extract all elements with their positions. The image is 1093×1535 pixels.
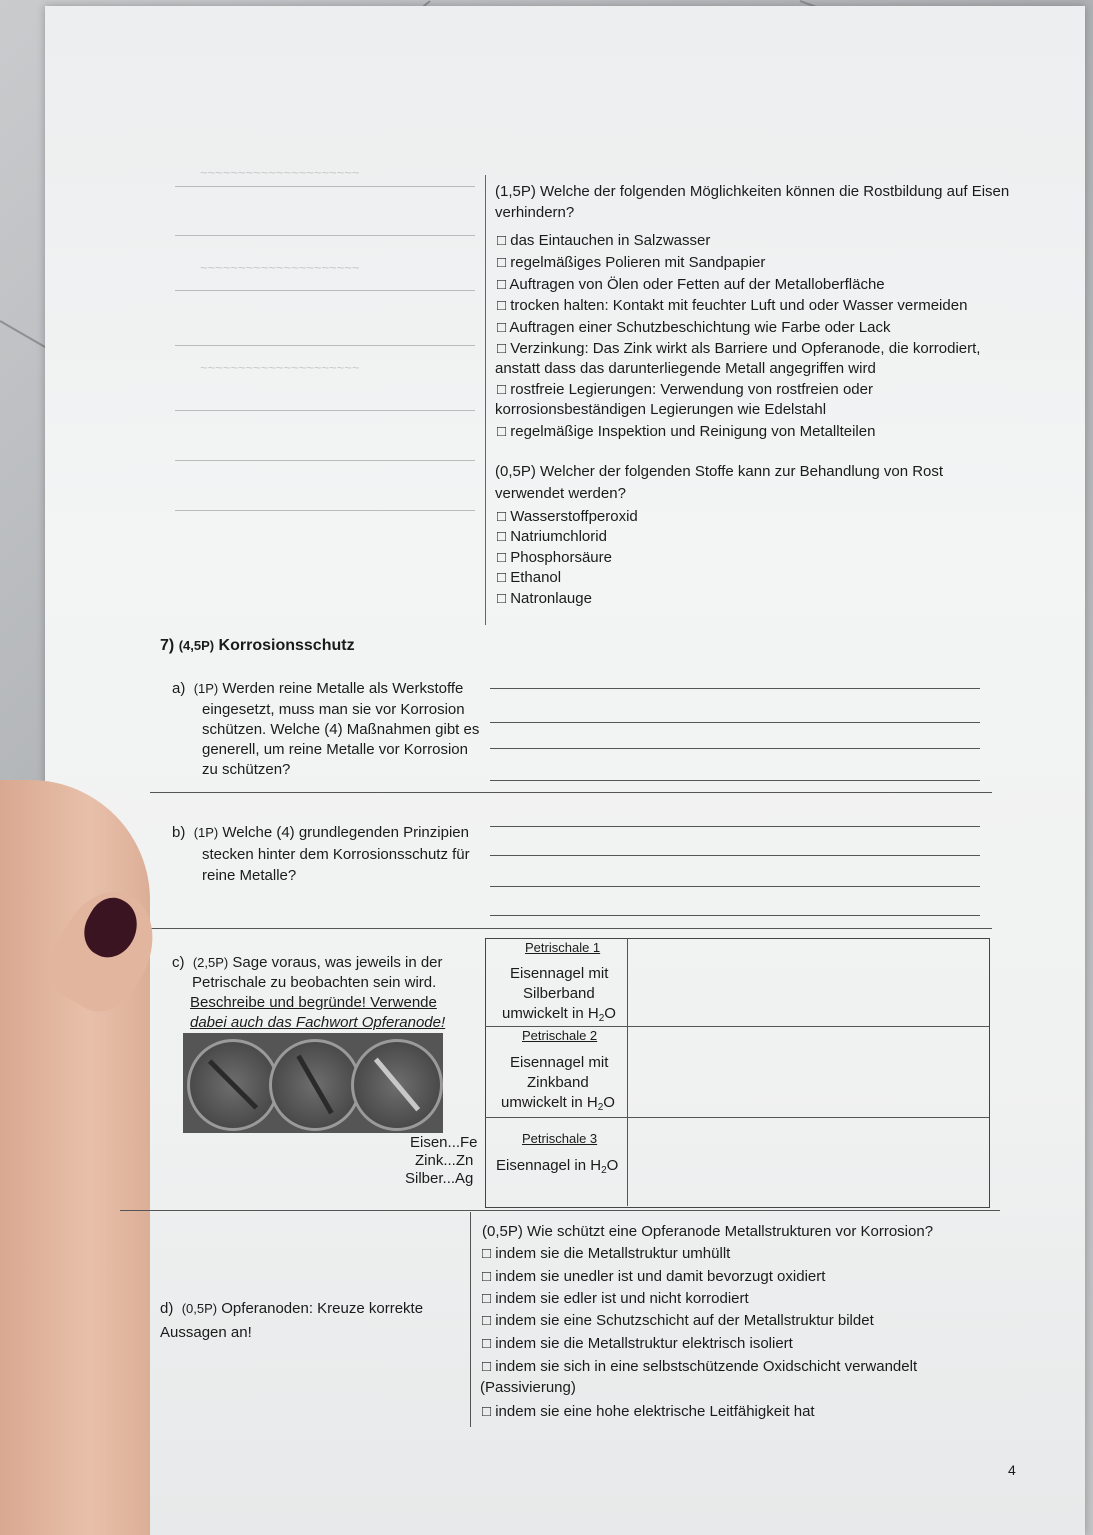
question-c-text: Petrischale zu beobachten sein wird. xyxy=(192,974,437,991)
question-a-text: Werden reine Metalle als Werkstoffe xyxy=(222,680,464,697)
opferanode-option-cont: (Passivierung) xyxy=(480,1379,576,1396)
stoffe-option[interactable]: □ Natriumchlorid xyxy=(497,528,607,545)
stoffe-option[interactable]: □ Wasserstoffperoxid xyxy=(497,508,638,525)
question-c-line xyxy=(172,953,443,973)
dish-2-desc: Zinkband xyxy=(527,1074,589,1091)
dish-3-heading: Petrischale 3 xyxy=(522,1131,598,1146)
bleed-through-text: ~~~~~~~~~~~~~~~~~~~~~ xyxy=(200,360,360,375)
opferanode-option[interactable]: □ indem sie die Metallstruktur elektrisch isoliert xyxy=(482,1335,793,1352)
opferanode-option[interactable]: □ indem sie die Metallstruktur umhüllt xyxy=(482,1245,731,1262)
question-a-text: eingesetzt, muss man sie vor Korrosion xyxy=(202,701,465,718)
dish-1-heading: Petrischale 1 xyxy=(525,940,601,955)
rost-option[interactable]: □ trocken halten: Kontakt mit feuchter Luft und oder Wasser vermeiden xyxy=(497,297,968,314)
column-divider xyxy=(485,175,486,625)
opferanode-option[interactable]: □ indem sie eine hohe elektrische Leitfähigkeit hat xyxy=(482,1403,815,1420)
rost-option[interactable]: □ Auftragen einer Schutzbeschichtung wie Farbe oder Lack xyxy=(497,319,891,336)
dish-1-desc: umwickelt in $H_2O$ xyxy=(502,1005,616,1024)
petri-dish-photo xyxy=(183,1033,443,1133)
question-a-points: (1P) xyxy=(193,681,219,696)
dish-2-desc: umwickelt in $H_2O$ xyxy=(501,1094,615,1113)
rost-option[interactable]: □ Auftragen von Ölen oder Fetten auf der Metalloberfläche xyxy=(497,276,885,293)
question-c-points: (2,5P) xyxy=(192,955,229,970)
table-divider xyxy=(627,938,628,1206)
question-a-line xyxy=(172,679,463,699)
section-heading xyxy=(160,636,355,656)
stoffe-option[interactable]: □ Phosphorsäure xyxy=(497,549,612,566)
faint-rule xyxy=(175,510,475,511)
question-c-text: Sage voraus, was jeweils in der xyxy=(232,954,443,971)
section-number: 7) xyxy=(160,637,175,654)
faint-rule xyxy=(175,235,475,236)
faint-rule xyxy=(175,410,475,411)
answer-line-b[interactable] xyxy=(490,886,980,887)
question-b-label: b) xyxy=(172,824,186,841)
rost-option[interactable]: □ Verzinkung: Das Zink wirkt als Barriere und Opferanode, die korrodiert, xyxy=(497,340,981,357)
rost-option[interactable]: □ das Eintauchen in Salzwasser xyxy=(497,232,711,249)
question-b-text: reine Metalle? xyxy=(202,867,297,884)
stoffe-option[interactable]: □ Ethanol xyxy=(497,569,562,586)
answer-line-b[interactable] xyxy=(490,826,980,827)
rost-option[interactable]: □ rostfreie Legierungen: Verwendung von rostfreien oder xyxy=(497,381,873,398)
answer-line-a[interactable] xyxy=(490,722,980,723)
dish-2-heading: Petrischale 2 xyxy=(522,1028,598,1043)
section-title: Korrosionsschutz xyxy=(218,637,355,654)
table-row-line xyxy=(485,1117,989,1118)
rost-option-cont: korrosionsbeständigen Legierungen wie Edelstahl xyxy=(495,401,827,418)
nail-rod xyxy=(296,1055,333,1115)
question-c-label: c) xyxy=(172,954,185,971)
question-d-label: d) xyxy=(160,1300,174,1317)
petri-dish-3-image xyxy=(351,1039,443,1131)
dish-1-desc: Silberband xyxy=(523,985,595,1002)
question-b-points: (1P) xyxy=(193,825,219,840)
petri-dish-1-image xyxy=(187,1039,279,1131)
question-b-text: stecken hinter dem Korrosionsschutz für xyxy=(202,846,470,863)
question-b-text: Welche (4) grundlegenden Prinzipien xyxy=(222,824,469,841)
rost-option[interactable]: □ regelmäßiges Polieren mit Sandpapier xyxy=(497,254,766,271)
question-b-line xyxy=(172,823,469,843)
petri-dish-2-image xyxy=(269,1039,361,1131)
question-d-points: (0,5P) xyxy=(181,1301,218,1316)
opferanode-question: (0,5P) Wie schützt eine Opferanode Metallstrukturen vor Korrosion? xyxy=(482,1223,934,1240)
faint-rule xyxy=(175,186,475,187)
column-divider xyxy=(470,1212,471,1427)
answer-line-b[interactable] xyxy=(490,915,980,916)
faint-rule xyxy=(175,460,475,461)
answer-line-b[interactable] xyxy=(490,855,980,856)
question-d-text: Opferanoden: Kreuze korrekte xyxy=(221,1300,424,1317)
dish-1-desc: Eisennagel mit xyxy=(510,965,609,982)
question-d-text: Aussagen an! xyxy=(160,1324,252,1341)
question-a-text: generell, um reine Metalle vor Korrosion xyxy=(202,741,468,758)
section-points: (4,5P) xyxy=(178,638,215,653)
opferanode-option[interactable]: □ indem sie unedler ist und damit bevorzugt oxidiert xyxy=(482,1268,826,1285)
question-a-text: zu schützen? xyxy=(202,761,291,778)
section-divider xyxy=(150,792,992,793)
legend-item: Zink...Zn xyxy=(415,1152,474,1169)
stoffe-question-title-cont: verwendet werden? xyxy=(495,485,626,502)
question-a-label: a) xyxy=(172,680,186,697)
question-c-text: dabei auch das Fachwort Opferanode! xyxy=(190,1014,446,1031)
bleed-through-text: ~~~~~~~~~~~~~~~~~~~~~ xyxy=(200,165,360,180)
answer-line-a[interactable] xyxy=(490,780,980,781)
legend-item: Silber...Ag xyxy=(405,1170,474,1187)
dish-3-desc: Eisennagel in $H_2O$ xyxy=(496,1157,619,1176)
nail-rod xyxy=(374,1058,420,1112)
rost-question-title: (1,5P) Welche der folgenden Möglichkeiten können die Rostbildung auf Eisen xyxy=(495,183,1010,200)
nail-rod xyxy=(208,1059,258,1109)
rost-question-title-cont: verhindern? xyxy=(495,204,575,221)
bleed-through-text: ~~~~~~~~~~~~~~~~~~~~~ xyxy=(200,260,360,275)
rost-option-cont: anstatt dass das darunterliegende Metall angegriffen wird xyxy=(495,360,876,377)
opferanode-option[interactable]: □ indem sie sich in eine selbstschützende Oxidschicht verwandelt xyxy=(482,1358,918,1375)
stoffe-option[interactable]: □ Natronlauge xyxy=(497,590,592,607)
section-divider xyxy=(150,928,992,929)
page-number: 4 xyxy=(1008,1462,1016,1478)
rost-option[interactable]: □ regelmäßige Inspektion und Reinigung von Metallteilen xyxy=(497,423,876,440)
faint-rule xyxy=(175,345,475,346)
answer-line-a[interactable] xyxy=(490,748,980,749)
opferanode-option[interactable]: □ indem sie eine Schutzschicht auf der Metallstruktur bildet xyxy=(482,1312,874,1329)
opferanode-option[interactable]: □ indem sie edler ist und nicht korrodiert xyxy=(482,1290,749,1307)
dish-2-desc: Eisennagel mit xyxy=(510,1054,609,1071)
answer-line-a[interactable] xyxy=(490,688,980,689)
section-divider xyxy=(120,1210,1000,1211)
stoffe-question-title: (0,5P) Welcher der folgenden Stoffe kann zur Behandlung von Rost xyxy=(495,463,944,480)
legend-item: Eisen...Fe xyxy=(410,1134,478,1151)
question-d-line xyxy=(160,1299,423,1319)
question-c-text: Beschreibe und begründe! Verwende xyxy=(190,994,437,1011)
question-a-text: schützen. Welche (4) Maßnahmen gibt es xyxy=(202,721,480,738)
faint-rule xyxy=(175,290,475,291)
